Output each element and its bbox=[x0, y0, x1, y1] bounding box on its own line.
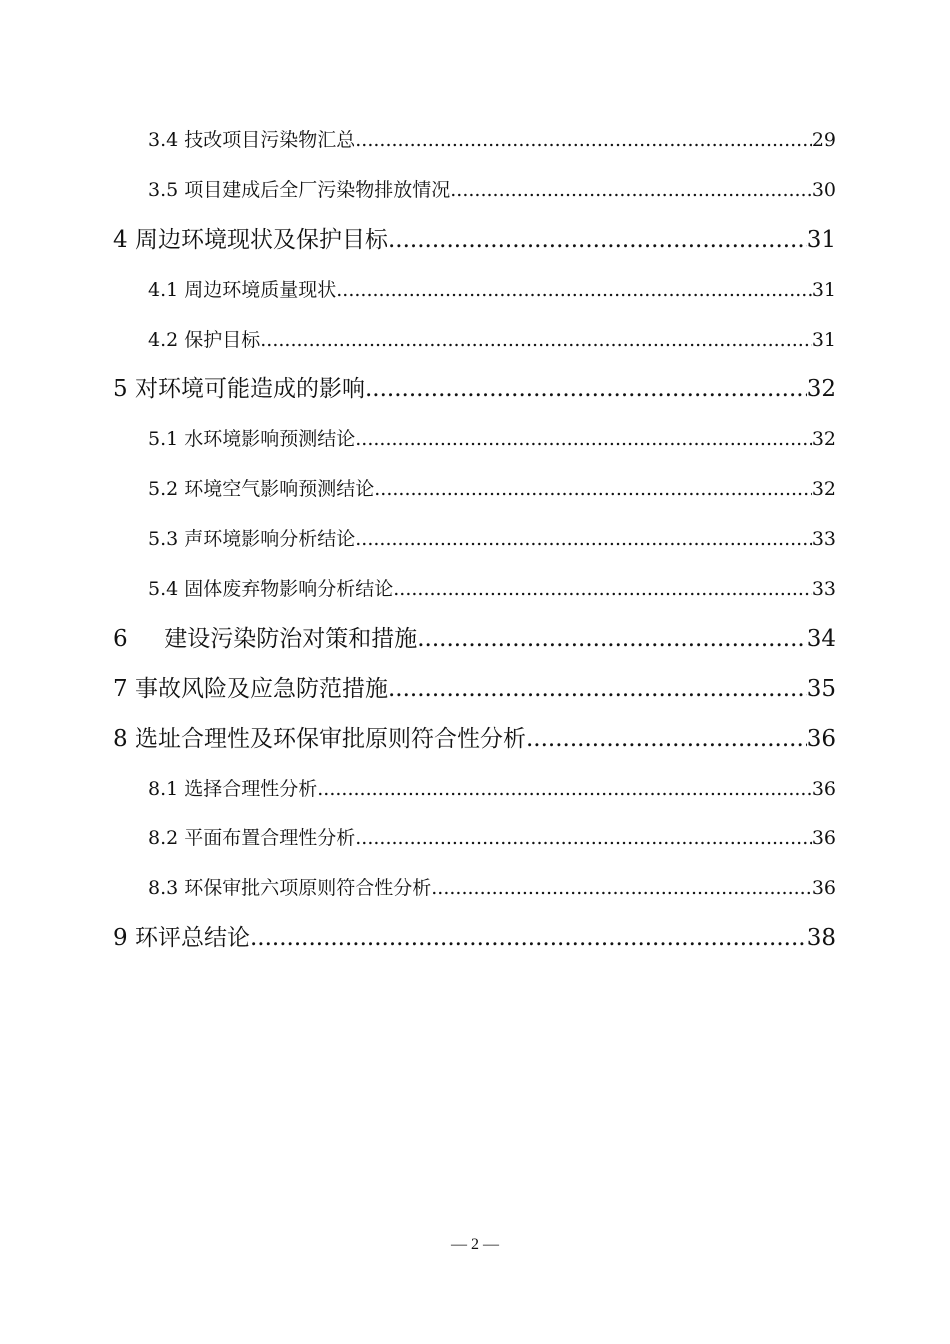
toc-page-number: 29 bbox=[811, 129, 836, 151]
toc-leader-dots bbox=[250, 914, 807, 964]
toc-entry[interactable] bbox=[0, 465, 950, 515]
toc-entry-label: 6 建设污染防治对策和措施 bbox=[113, 625, 418, 652]
toc-entry[interactable] bbox=[0, 216, 950, 266]
toc-page-number: 32 bbox=[806, 376, 836, 403]
toc-entry-label: 3.4 技改项目污染物汇总 bbox=[148, 129, 356, 151]
toc-page-number: 38 bbox=[806, 925, 836, 952]
toc-entry-label: 8.2 平面布置合理性分析 bbox=[148, 827, 356, 850]
toc-entry[interactable] bbox=[0, 415, 950, 465]
toc-entry-label: 8 选址合理性及环保审批原则符合性分析 bbox=[113, 725, 526, 752]
toc-page-number: 32 bbox=[811, 428, 836, 451]
toc-page-number: 31 bbox=[811, 278, 836, 301]
toc-entry-label: 9 环评总结论 bbox=[113, 925, 250, 952]
toc-entry-label: 8.1 选择合理性分析 bbox=[148, 777, 318, 800]
toc-page-number: 33 bbox=[811, 528, 836, 551]
toc-entry[interactable] bbox=[0, 814, 950, 864]
toc-entry-label: 4.1 周边环境质量现状 bbox=[148, 278, 337, 301]
page-footer-number: — 2 — bbox=[451, 1236, 499, 1253]
toc-leader-dots bbox=[336, 266, 812, 316]
toc-leader-dots bbox=[355, 116, 812, 166]
toc-page-number: 36 bbox=[811, 777, 836, 800]
toc-entry[interactable] bbox=[0, 365, 950, 415]
toc-page-number: 32 bbox=[811, 478, 836, 501]
toc-entry[interactable] bbox=[0, 316, 950, 366]
toc-leader-dots bbox=[355, 415, 812, 465]
toc-leader-dots bbox=[393, 565, 812, 615]
toc-entry[interactable] bbox=[0, 615, 950, 665]
toc-page-number: 33 bbox=[811, 578, 836, 601]
toc-page-number: 35 bbox=[806, 675, 836, 702]
toc-entry-label: 4.2 保护目标 bbox=[148, 328, 261, 351]
toc-entry-label: 5.4 固体废弃物影响分析结论 bbox=[148, 578, 394, 601]
toc-leader-dots bbox=[355, 515, 812, 565]
toc-page-number: 36 bbox=[811, 827, 836, 850]
toc-entry[interactable] bbox=[0, 765, 950, 815]
toc-entry[interactable] bbox=[0, 166, 950, 216]
toc-page-number: 31 bbox=[811, 328, 836, 351]
toc-leader-dots bbox=[365, 365, 807, 415]
toc-entry[interactable] bbox=[0, 715, 950, 765]
toc-leader-dots bbox=[388, 665, 807, 715]
toc-entry-label: 5.1 水环境影响预测结论 bbox=[148, 428, 356, 451]
toc-page-number: 36 bbox=[806, 725, 836, 752]
toc-page-number: 36 bbox=[811, 877, 836, 900]
toc-entry-label: 5 对环境可能造成的影响 bbox=[113, 376, 365, 403]
toc-entry[interactable] bbox=[0, 914, 950, 964]
toc-entry[interactable] bbox=[0, 665, 950, 715]
toc-leader-dots bbox=[417, 615, 807, 665]
toc-page-number: 31 bbox=[806, 226, 836, 253]
toc-leader-dots bbox=[450, 166, 812, 216]
toc-entry-label: 8.3 环保审批六项原则符合性分析 bbox=[148, 877, 432, 900]
toc-entry-label: 3.5 项目建成后全厂污染物排放情况 bbox=[148, 178, 451, 201]
toc-entry[interactable] bbox=[0, 515, 950, 565]
toc-entry-label: 7 事故风险及应急防范措施 bbox=[113, 675, 388, 702]
toc-leader-dots bbox=[317, 765, 812, 815]
toc-leader-dots bbox=[260, 316, 812, 366]
toc-entry-label: 4 周边环境现状及保护目标 bbox=[113, 226, 388, 253]
toc-leader-dots bbox=[431, 864, 812, 914]
toc-leader-dots bbox=[526, 715, 807, 765]
toc-page-number: 34 bbox=[806, 625, 836, 652]
toc-leader-dots bbox=[355, 814, 812, 864]
table-of-contents bbox=[0, 116, 950, 964]
toc-entry-label: 5.3 声环境影响分析结论 bbox=[148, 528, 356, 551]
toc-entry-label: 5.2 环境空气影响预测结论 bbox=[148, 478, 375, 501]
toc-entry[interactable] bbox=[0, 266, 950, 316]
toc-entry[interactable] bbox=[0, 565, 950, 615]
toc-entry[interactable] bbox=[0, 116, 950, 166]
toc-page-number: 30 bbox=[811, 178, 836, 201]
toc-leader-dots bbox=[374, 465, 812, 515]
toc-leader-dots bbox=[388, 216, 807, 266]
toc-entry[interactable] bbox=[0, 864, 950, 914]
